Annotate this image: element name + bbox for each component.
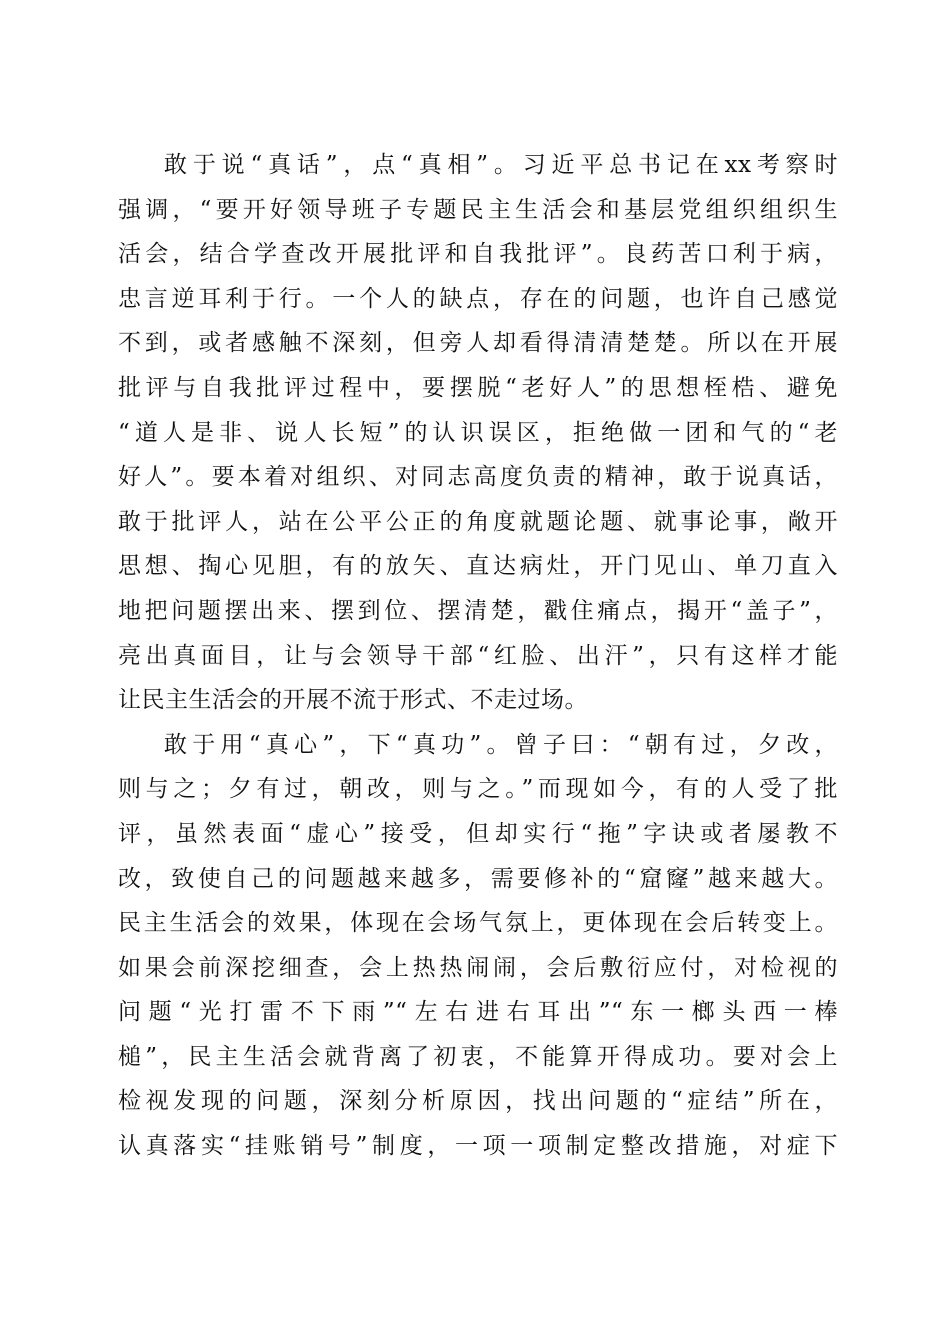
paragraph-line: 批评与自我批评过程中，要摆脱“老好人”的思想桎梏、避免: [118, 374, 838, 401]
paragraph-line: 认真落实“挂账销号”制度，一项一项制定整改措施，对症下: [118, 1133, 838, 1160]
paragraph-line: 则与之；夕有过，朝改，则与之。”而现如今，有的人受了批: [118, 776, 838, 803]
paragraph-line: “道人是非、说人长短”的认识误区，拒绝做一团和气的“老: [118, 419, 838, 446]
paragraph-line: 亮出真面目，让与会领导干部“红脸、出汗”，只有这样才能: [118, 642, 838, 669]
paragraph-line: 强调，“要开好领导班子专题民主生活会和基层党组织组织生: [118, 196, 838, 223]
paragraph-2: [118, 723, 838, 1169]
paragraph-line: 忠言逆耳利于行。一个人的缺点，存在的问题，也许自己感觉: [118, 285, 838, 312]
paragraph-line: 如果会前深挖细查，会上热热闹闹，会后敷衍应付，对检视的: [118, 954, 838, 981]
paragraph-line: 改，致使自己的问题越来越多，需要修补的“窟窿”越来越大。: [118, 865, 838, 892]
paragraph-line: 敢于说“真话”，点“真相”。习近平总书记在xx考察时: [164, 152, 838, 178]
paragraph-line: 思想、掏心见胆，有的放矢、直达病灶，开门见山、单刀直入: [118, 553, 838, 580]
paragraph-line: 评，虽然表面“虚心”接受，但却实行“拖”字诀或者屡教不: [118, 820, 838, 847]
paragraph-line: 活会，结合学查改开展批评和自我批评”。良药苦口利于病，: [118, 241, 838, 268]
paragraph-line: 民主生活会的效果，体现在会场气氛上，更体现在会后转变上。: [118, 910, 838, 937]
paragraph-line: 检视发现的问题，深刻分析原因，找出问题的“症结”所在，: [118, 1088, 838, 1115]
paragraph-line: 不到，或者感触不深刻，但旁人却看得清清楚楚。所以在开展: [118, 330, 838, 357]
paragraph-1: [118, 143, 838, 723]
paragraph-line: 敢于用“真心”，下“真功”。曾子曰：“朝有过，夕改，: [164, 731, 838, 758]
paragraph-line: 问题“光打雷不下雨”“左右进右耳出”“东一榔头西一棒: [118, 999, 838, 1026]
paragraph-line: 槌”，民主生活会就背离了初衷，不能算开得成功。要对会上: [118, 1043, 838, 1070]
document-body: [118, 143, 838, 1169]
paragraph-line: 好人”。要本着对组织、对同志高度负责的精神，敢于说真话，: [118, 464, 838, 491]
paragraph-line: 敢于批评人，站在公平公正的角度就题论题、就事论事，敞开: [118, 508, 838, 535]
paragraph-line: 让民主生活会的开展不流于形式、不走过场。: [118, 687, 588, 714]
paragraph-line: 地把问题摆出来、摆到位、摆清楚，戳住痛点，揭开“盖子”，: [118, 597, 838, 624]
